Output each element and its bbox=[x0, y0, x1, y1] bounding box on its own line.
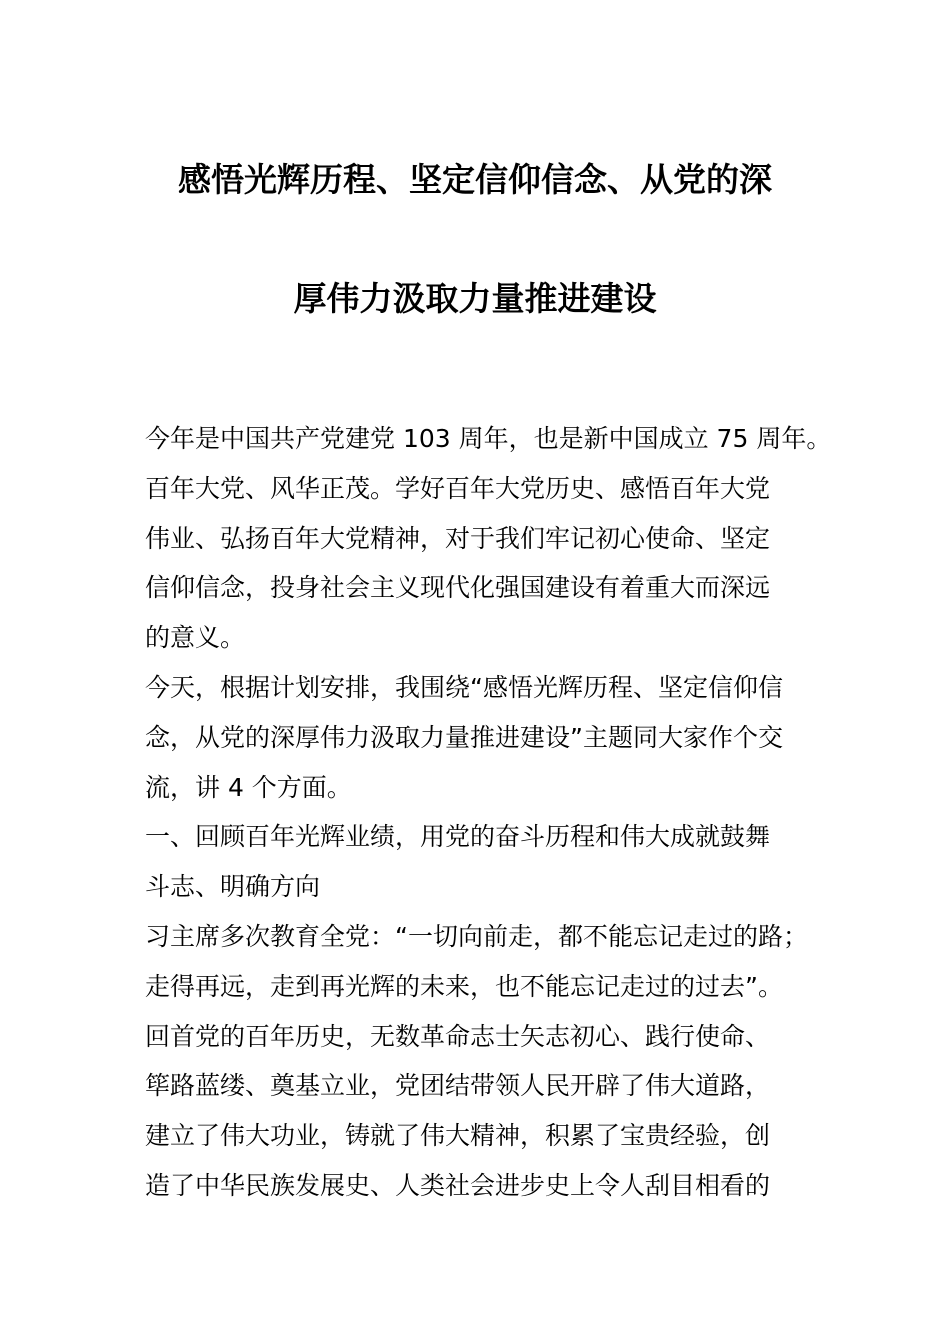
section-heading-line: 一、回顾百年光辉业绩，用党的奋斗历程和伟大成就鼓舞 bbox=[145, 822, 771, 852]
body-line: 建立了伟大功业，铸就了伟大精神，积累了宝贵经验，创 bbox=[145, 1121, 771, 1151]
body-line: 信仰信念，投身社会主义现代化强国建设有着重大而深远 bbox=[145, 573, 771, 603]
document-title-line-2: 厚伟力汲取力量推进建设 bbox=[293, 279, 657, 318]
body-line: 念，从党的深厚伟力汲取力量推进建设”主题同大家作个交 bbox=[145, 722, 783, 752]
body-line: 百年大党、风华正茂。学好百年大党历史、感悟百年大党 bbox=[145, 473, 771, 503]
body-line: 造了中华民族发展史、人类社会进步史上令人刮目相看的 bbox=[145, 1170, 771, 1200]
body-line: 走得再远，走到再光辉的未来，也不能忘记走过的过去”。 bbox=[145, 971, 783, 1001]
body-line: 流，讲 4 个方面。 bbox=[145, 772, 352, 802]
body-line: 习主席多次教育全党：“一切向前走，都不能忘记走过的路； bbox=[145, 921, 808, 951]
section-heading-line: 斗志、明确方向 bbox=[145, 872, 321, 902]
body-line: 筚路蓝缕、奠基立业，党团结带领人民开辟了伟大道路， bbox=[145, 1071, 771, 1101]
body-line: 今年是中国共产党建党 103 周年，也是新中国成立 75 周年。 bbox=[145, 424, 832, 453]
document-title-line-1: 感悟光辉历程、坚定信仰信念、从党的深 bbox=[178, 160, 772, 199]
document-body bbox=[145, 414, 845, 1211]
body-line: 伟业、弘扬百年大党精神，对于我们牢记初心使命、坚定 bbox=[145, 523, 771, 553]
body-line: 的意义。 bbox=[145, 623, 246, 653]
body-line: 今天，根据计划安排，我围绕“感悟光辉历程、坚定信仰信 bbox=[145, 672, 783, 702]
body-line: 回首党的百年历史，无数革命志士矢志初心、践行使命、 bbox=[145, 1021, 771, 1051]
